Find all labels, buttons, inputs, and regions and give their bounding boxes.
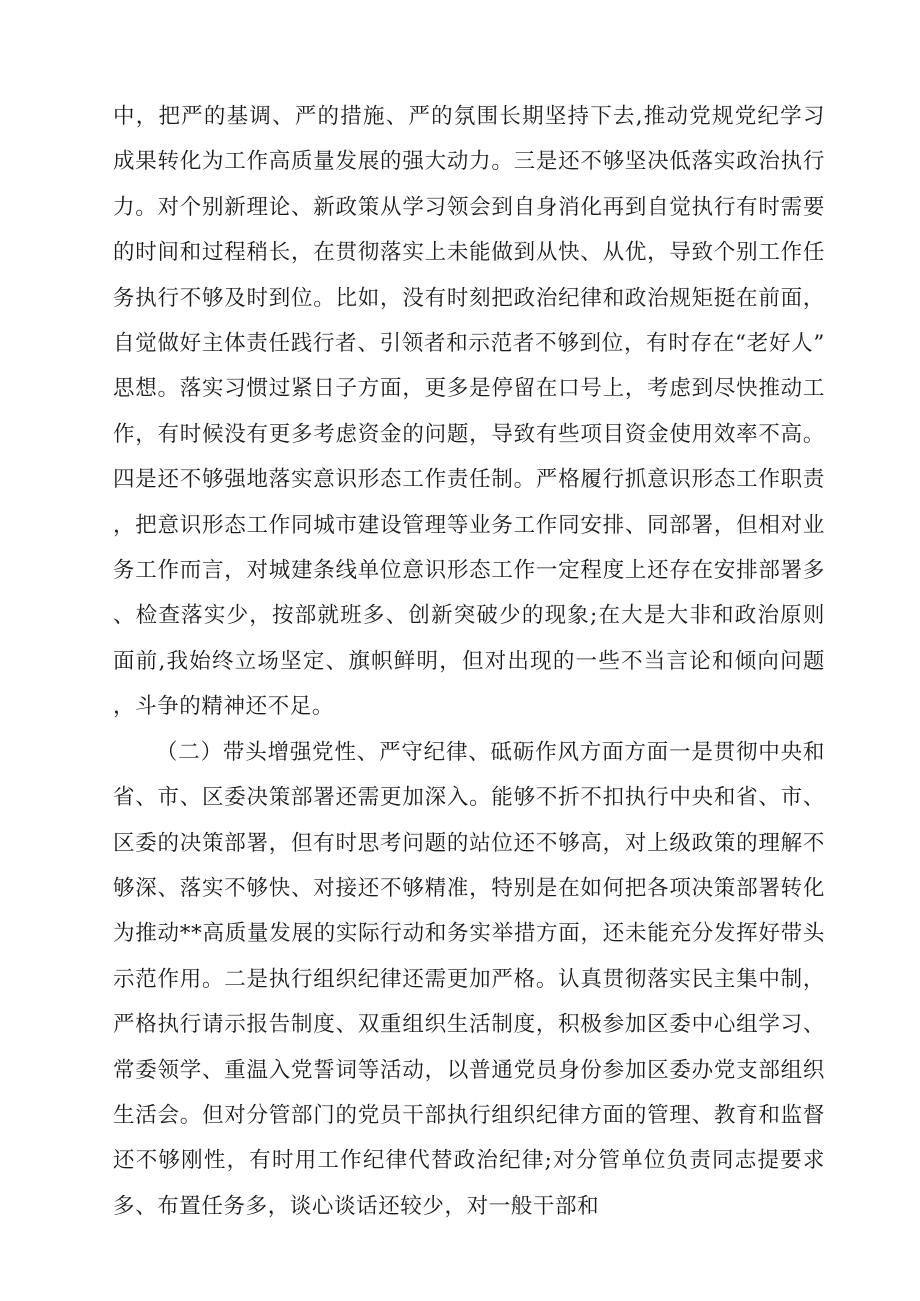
document-body [113,94,825,1229]
paragraph-section-two: （二）带头增强党性、严守纪律、砥砺作风方面方面一是贯彻中央和省、市、区委决策部署还需更加深入。能够不折不扣执行中央和省、市、区委的决策部署，但有时思考问题的站位还不够高，对上级政策的理解不够深、落实不够快、对接还不够精准，特别是在如何把各项决策部署转化为推动**高质量发展的实际行动和务实举措方面，还未能充分发挥好带头示范作用。二是执行组织纪律还需更加严格。认真贯彻落实民主集中制，严格执行请示报告制度、双重组织生活制度，积极参加区委中心组学习、常委领学、重温入党誓词等活动，以普通党员身份参加区委办党支部组织生活会。但对分管部门的党员干部执行组织纪律方面的管理、教育和监督还不够刚性，有时用工作纪律代替政治纪律;对分管单位负责同志提要求多、布置任务多，谈心谈话还较少，对一般干部和 [113,739,825,1219]
paragraph-continuation: 中，把严的基调、严的措施、严的氛围长期坚持下去,推动党规党纪学习成果转化为工作高质量发展的强大动力。三是还不够坚决低落实政治执行力。对个别新理论、新政策从学习领会到自身消化再到自觉执行有时需要的时间和过程稍长，在贯彻落实上未能做到从快、从优，导致个别工作任务执行不够及时到位。比如，没有时刻把政治纪律和政治规矩挺在前面，自觉做好主体责任践行者、引领者和示范者不够到位，有时存在“老好人”思想。落实习惯过紧日子方面，更多是停留在口号上，考虑到尽快推动工作，有时候没有更多考虑资金的问题，导致有些项目资金使用效率不高。四是还不够强地落实意识形态工作责任制。严格履行抓意识形态工作职责，把意识形态工作同城市建设管理等业务工作同安排、同部署，但相对业务工作而言，对城建条线单位意识形态工作一定程度上还存在安排部署多、检查落实少，按部就班多、创新突破少的现象;在大是大非和政治原则面前,我始终立场坚定、旗帜鲜明，但对出现的一些不当言论和倾向问题，斗争的精神还不足。 [113,104,825,720]
